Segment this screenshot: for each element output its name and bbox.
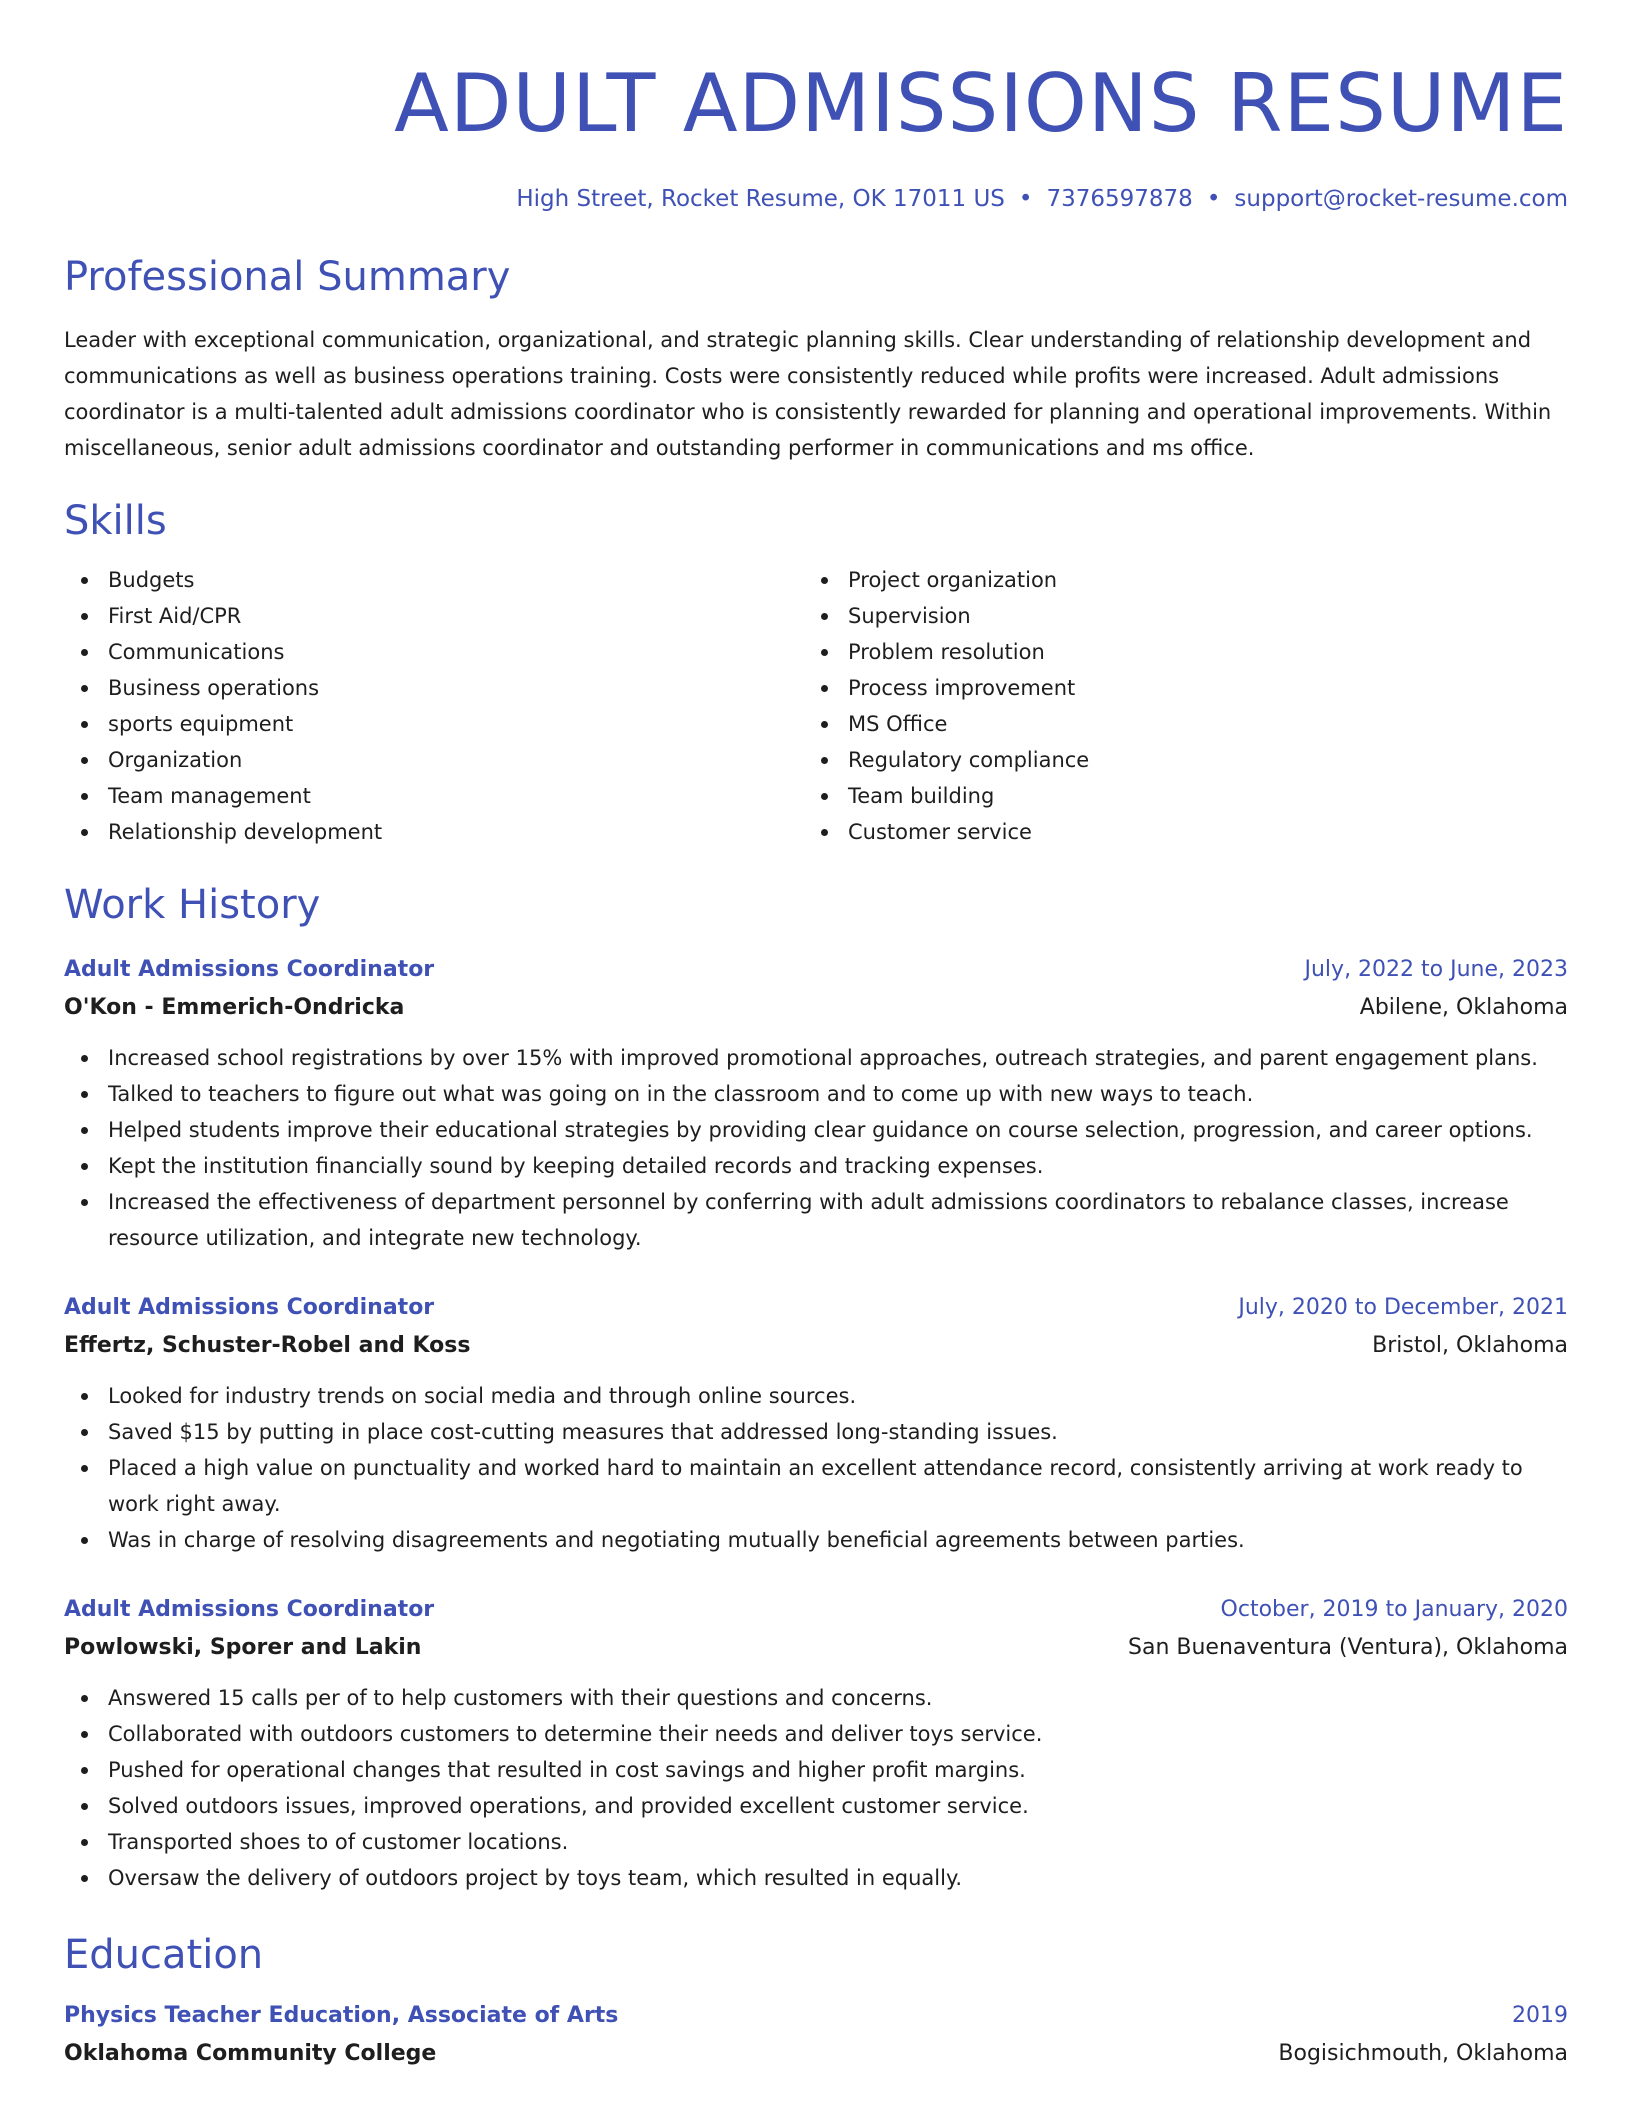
skill-item: Process improvement	[804, 670, 1544, 706]
duty-item: Oversaw the delivery of outdoors project by toys team, which resulted in equally.	[64, 1860, 1568, 1896]
skill-item: Supervision	[804, 598, 1544, 634]
job-company: Effertz, Schuster-Robel and Koss	[64, 1333, 471, 1358]
summary-text: Leader with exceptional communication, organizational, and strategic planning skills. Clear understanding of relationship development and communications as well as business operations training. Costs were consistently reduced while profits were increased. Adult admissions coordinator is a multi-talented adult admissions coordinator who is consistently rewarded for planning and operational improvements. Within miscellaneous, senior adult admissions coordinator and outstanding performer in communications and ms office.	[64, 328, 1552, 460]
skill-item: Organization	[64, 742, 804, 778]
separator-dot: •	[1018, 186, 1033, 212]
resume-title: ADULT ADMISSIONS RESUME	[394, 57, 1568, 150]
duty-item: Solved outdoors issues, improved operations, and provided excellent customer service.	[64, 1788, 1568, 1824]
job-entry	[64, 1290, 1568, 1558]
education-degree: Physics Teacher Education, Associate of Arts	[64, 2003, 619, 2028]
contact-line	[64, 182, 1568, 216]
section-title-skills: Skills	[64, 498, 167, 544]
skill-item: Customer service	[804, 814, 1544, 850]
professional-summary-section	[64, 252, 1568, 466]
email-link[interactable]: support@rocket-resume.com	[1234, 186, 1568, 212]
job-location: Abilene, Oklahoma	[1359, 995, 1568, 1020]
job-company-row	[64, 988, 1568, 1028]
separator-dot: •	[1206, 186, 1221, 212]
skill-item: Team management	[64, 778, 804, 814]
duty-item: Increased school registrations by over 15% with improved promotional approaches, outreach strategies, and parent engagement plans.	[64, 1040, 1568, 1076]
job-header-row	[64, 952, 1568, 988]
job-role: Adult Admissions Coordinator	[64, 1597, 435, 1622]
education-year: 2019	[1512, 2003, 1568, 2028]
address: High Street, Rocket Resume, OK 17011 US	[516, 186, 1005, 212]
skill-item: Problem resolution	[804, 634, 1544, 670]
duty-item: Pushed for operational changes that resulted in cost savings and higher profit margins.	[64, 1752, 1568, 1788]
job-entry	[64, 952, 1568, 1256]
skills-section	[64, 496, 1568, 850]
duty-item: Talked to teachers to figure out what was going on in the classroom and to come up with new ways to teach.	[64, 1076, 1568, 1112]
education-header-row	[64, 1998, 1568, 2034]
education-location: Bogisichmouth, Oklahoma	[1278, 2041, 1568, 2066]
skill-item: Business operations	[64, 670, 804, 706]
job-header-row	[64, 1592, 1568, 1628]
education-section	[64, 1930, 1568, 2074]
education-entry	[64, 1998, 1568, 2074]
job-company: Powlowski, Sporer and Lakin	[64, 1635, 422, 1660]
section-title-education: Education	[64, 1932, 264, 1978]
job-dates: October, 2019 to January, 2020	[1220, 1597, 1568, 1622]
skill-item: Regulatory compliance	[804, 742, 1544, 778]
job-location: Bristol, Oklahoma	[1372, 1333, 1568, 1358]
skill-item: Budgets	[64, 562, 804, 598]
duty-item: Increased the effectiveness of department personnel by conferring with adult admissions coordinators to rebalance classes, increase resource utilization, and integrate new technology.	[64, 1184, 1568, 1256]
duty-item: Answered 15 calls per of to help customers with their questions and concerns.	[64, 1680, 1568, 1716]
duty-item: Transported shoes to of customer locations.	[64, 1824, 1568, 1860]
skill-item: First Aid/CPR	[64, 598, 804, 634]
job-duties	[64, 1378, 1568, 1558]
job-role: Adult Admissions Coordinator	[64, 1295, 435, 1320]
duty-item: Kept the institution financially sound by keeping detailed records and tracking expenses.	[64, 1148, 1568, 1184]
skill-item: Communications	[64, 634, 804, 670]
resume-header	[64, 56, 1568, 216]
phone: 7376597878	[1046, 186, 1193, 212]
job-company-row	[64, 1628, 1568, 1668]
job-dates: July, 2020 to December, 2021	[1238, 1295, 1568, 1320]
education-school-row	[64, 2034, 1568, 2074]
duty-item: Was in charge of resolving disagreements and negotiating mutually beneficial agreements between parties.	[64, 1522, 1568, 1558]
work-history-section	[64, 880, 1568, 1896]
job-role: Adult Admissions Coordinator	[64, 957, 435, 982]
skill-item: Project organization	[804, 562, 1544, 598]
job-location: San Buenaventura (Ventura), Oklahoma	[1128, 1635, 1568, 1660]
skill-item: sports equipment	[64, 706, 804, 742]
skill-item: Relationship development	[64, 814, 804, 850]
duty-item: Helped students improve their educational strategies by providing clear guidance on course selection, progression, and career options.	[64, 1112, 1568, 1148]
skill-item: Team building	[804, 778, 1544, 814]
job-duties	[64, 1680, 1568, 1896]
skills-list-left	[64, 562, 804, 850]
job-dates: July, 2022 to June, 2023	[1304, 957, 1568, 982]
job-company-row	[64, 1326, 1568, 1366]
duty-item: Saved $15 by putting in place cost-cutting measures that addressed long-standing issues.	[64, 1414, 1568, 1450]
skill-item: MS Office	[804, 706, 1544, 742]
duty-item: Collaborated with outdoors customers to determine their needs and deliver toys service.	[64, 1716, 1568, 1752]
job-entry	[64, 1592, 1568, 1896]
duty-item: Looked for industry trends on social media and through online sources.	[64, 1378, 1568, 1414]
skills-columns	[64, 562, 1568, 850]
education-school: Oklahoma Community College	[64, 2041, 437, 2066]
section-title-work-history: Work History	[64, 882, 321, 928]
skills-list-right	[804, 562, 1544, 850]
duty-item: Placed a high value on punctuality and worked hard to maintain an excellent attendance record, consistently arriving at work ready to work right away.	[64, 1450, 1568, 1522]
job-header-row	[64, 1290, 1568, 1326]
job-duties	[64, 1040, 1568, 1256]
job-company: O'Kon - Emmerich-Ondricka	[64, 995, 405, 1020]
section-title-summary: Professional Summary	[64, 254, 511, 300]
